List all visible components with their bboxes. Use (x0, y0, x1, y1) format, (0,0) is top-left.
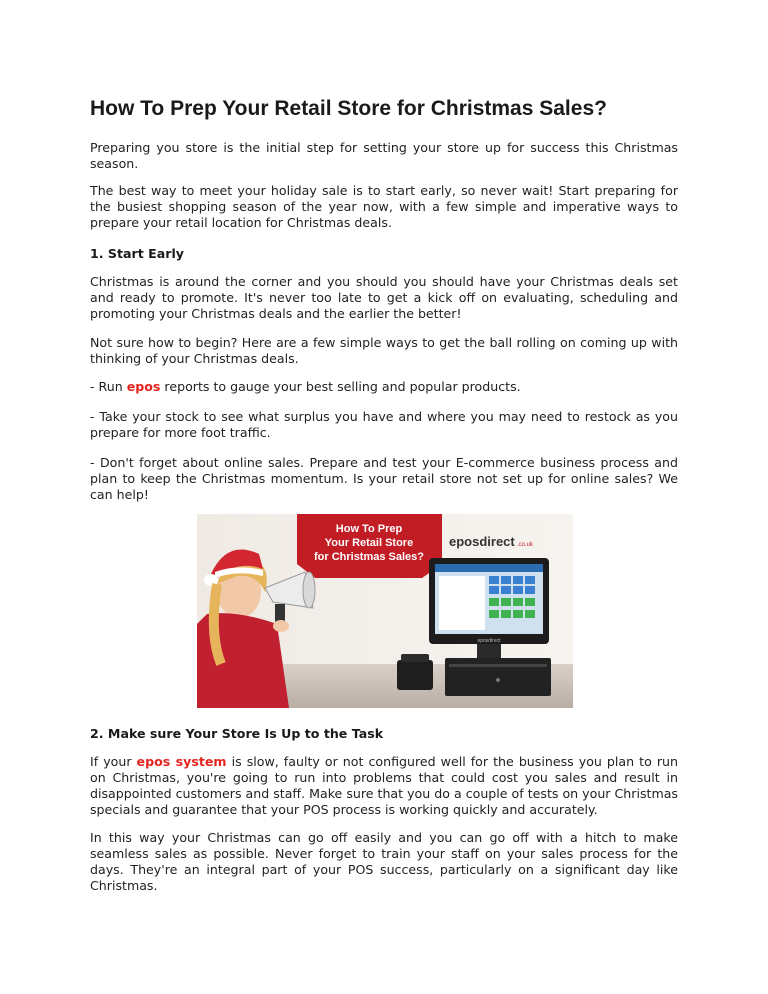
s2p1-prefix: If your (90, 754, 137, 769)
bullet-take-stock: - Take your stock to see what surplus you have and where you may need to restock as you prepare for more foot traffic. (90, 409, 678, 440)
s2p1-suffix: is slow, faulty or not configured well for the business you plan to run on Christmas, you're going to run into problems that could cost you sales and result in disappointed customers and staff. Make sure that you do a couple of tests on your Christmas specials and guarantee that your POS process is working quickly and accurately. (90, 754, 678, 817)
section-heading-start-early: 1. Start Early (90, 246, 184, 261)
bullet-online-sales: - Don't forget about online sales. Prepare and test your E-commerce business process and plan to keep the Christmas momentum. Is your retail store not set up for online sales? We can help! (90, 455, 678, 502)
bullet1-suffix: reports to gauge your best selling and popular products. (160, 379, 521, 394)
article-title: How To Prep Your Retail Store for Christmas Sales? (90, 97, 607, 120)
epos-link[interactable]: epos (126, 379, 161, 394)
intro-paragraph-1: Preparing you store is the initial step for setting your store up for success this Christmas season. (90, 140, 678, 171)
intro-paragraph-2: The best way to meet your holiday sale is to start early, so never wait! Start preparing for the busiest shopping season of the year now, with a few simple and imperative ways to prepare your retail location for Christmas deals. (90, 183, 678, 230)
epos-system-link[interactable]: epos system (136, 754, 227, 769)
banner-headline-line1: How To Prep (335, 523, 403, 535)
pos-device-brand: eposdirect (477, 638, 501, 644)
banner-headline-line3: for Christmas Sales? (313, 551, 425, 563)
bullet1-prefix: - Run (90, 379, 127, 394)
section1-paragraph-1: Christmas is around the corner and you should you should have your Christmas deals set and ready to promote. It's never too late to get a kick off on evaluating, scheduling and promoting your Christmas deals and the earlier the better! (90, 274, 678, 321)
section2-paragraph-2: In this way your Christmas can go off easily and you can go off with a hitch to make seamless sales as possible. Never forget to train your staff on your sales process for the days. They're an integral part of your POS success, particularly on a significant day like Christmas. (90, 830, 678, 893)
section2-paragraph-1 (90, 754, 678, 818)
section-heading-store-up-to-task: 2. Make sure Your Store Is Up to the Task (90, 726, 384, 741)
banner-brand-suffix: .co.uk (517, 542, 534, 548)
christmas-banner-image (197, 514, 573, 708)
cash-drawer (445, 658, 551, 696)
receipt-printer (397, 660, 433, 690)
section1-paragraph-2: Not sure how to begin? Here are a few simple ways to get the ball rolling on coming up with thinking of your Christmas deals. (90, 335, 678, 366)
bullet-run-epos (90, 379, 678, 395)
banner-headline-line2: Your Retail Store (324, 537, 414, 549)
banner-brand-logo: eposdirect (449, 534, 515, 549)
